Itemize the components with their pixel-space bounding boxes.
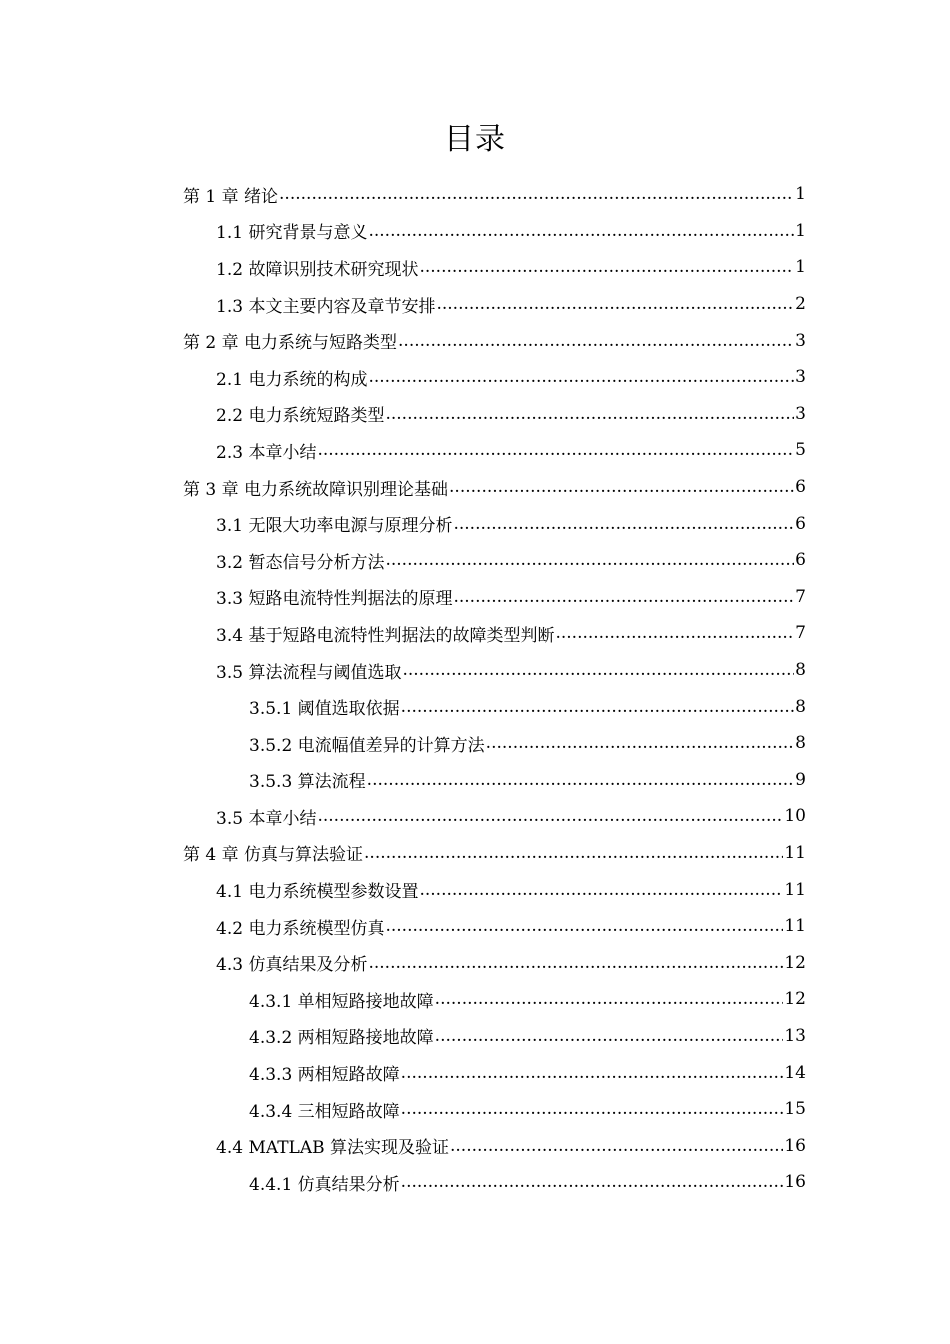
- table-of-contents: [0, 176, 950, 1201]
- toc-entry-title: 4.3.3 两相短路故障: [249, 1065, 400, 1086]
- toc-entry[interactable]: [0, 542, 950, 579]
- toc-dot-leader: [401, 1099, 784, 1119]
- toc-entry-title: 第 3 章 电力系统故障识别理论基础: [183, 479, 449, 500]
- toc-entry[interactable]: [0, 213, 950, 250]
- toc-page-number: 6: [795, 550, 806, 571]
- toc-dot-leader: [364, 843, 783, 863]
- toc-entry[interactable]: [0, 871, 950, 908]
- toc-dot-leader: [402, 660, 794, 680]
- toc-dot-leader: [385, 404, 794, 424]
- toc-entry[interactable]: [0, 249, 950, 286]
- toc-entry-title: 4.4.1 仿真结果分析: [249, 1174, 400, 1195]
- toc-page-number: 8: [795, 660, 806, 681]
- toc-entry[interactable]: [0, 396, 950, 433]
- toc-dot-leader: [279, 184, 794, 204]
- toc-page-number: 16: [784, 1172, 806, 1193]
- toc-entry[interactable]: [0, 688, 950, 725]
- toc-page-number: 15: [784, 1099, 806, 1120]
- toc-dot-leader: [435, 989, 784, 1009]
- toc-page-number: 3: [795, 403, 806, 424]
- toc-entry[interactable]: [0, 1054, 950, 1091]
- toc-page-number: 13: [784, 1025, 806, 1046]
- toc-entry[interactable]: [0, 798, 950, 835]
- toc-dot-leader: [419, 880, 783, 900]
- toc-entry-title: 1.1 研究背景与意义: [216, 223, 368, 244]
- toc-entry[interactable]: [0, 286, 950, 323]
- toc-page-number: 9: [795, 769, 806, 790]
- toc-entry-title: 3.5.3 算法流程: [249, 772, 366, 793]
- toc-entry-title: 第 1 章 绪论: [183, 186, 279, 207]
- toc-dot-leader: [401, 697, 795, 717]
- toc-entry[interactable]: [0, 1091, 950, 1128]
- toc-entry[interactable]: [0, 944, 950, 981]
- toc-dot-leader: [401, 1172, 784, 1192]
- toc-entry[interactable]: [0, 359, 950, 396]
- toc-page-number: 14: [784, 1062, 806, 1083]
- toc-dot-leader: [450, 1136, 783, 1156]
- toc-entry[interactable]: [0, 981, 950, 1018]
- toc-entry-title: 4.4 MATLAB 算法实现及验证: [216, 1138, 449, 1159]
- toc-page-number: 1: [795, 257, 806, 278]
- toc-entry[interactable]: [0, 615, 950, 652]
- toc-entry[interactable]: [0, 176, 950, 213]
- toc-dot-leader: [368, 221, 794, 241]
- toc-page-number: 8: [795, 733, 806, 754]
- toc-entry-title: 3.5 本章小结: [216, 808, 317, 829]
- toc-page-number: 11: [784, 842, 806, 863]
- toc-dot-leader: [401, 1063, 784, 1083]
- toc-title: 目录: [444, 122, 506, 157]
- toc-page-number: 10: [784, 806, 806, 827]
- toc-entry-title: 4.3 仿真结果及分析: [216, 955, 368, 976]
- toc-dot-leader: [398, 331, 794, 351]
- toc-entry-title: 3.5 算法流程与阈值选取: [216, 662, 402, 683]
- toc-dot-leader: [368, 953, 783, 973]
- toc-dot-leader: [453, 514, 794, 534]
- toc-page-number: 11: [784, 879, 806, 900]
- toc-dot-leader: [435, 1026, 784, 1046]
- toc-entry[interactable]: [0, 1127, 950, 1164]
- toc-entry-title: 4.3.4 三相短路故障: [249, 1101, 400, 1122]
- toc-dot-leader: [368, 367, 794, 387]
- toc-entry-title: 2.3 本章小结: [216, 442, 317, 463]
- toc-entry-title: 2.1 电力系统的构成: [216, 369, 368, 390]
- toc-page-number: 7: [795, 623, 806, 644]
- toc-entry-title: 4.3.1 单相短路接地故障: [249, 991, 434, 1012]
- toc-entry[interactable]: [0, 1018, 950, 1055]
- toc-dot-leader: [449, 477, 794, 497]
- toc-entry-title: 第 2 章 电力系统与短路类型: [183, 333, 398, 354]
- toc-page-number: 7: [795, 586, 806, 607]
- toc-entry-title: 4.2 电力系统模型仿真: [216, 918, 385, 939]
- toc-page-number: 5: [795, 440, 806, 461]
- toc-dot-leader: [486, 733, 795, 753]
- toc-page-number: 6: [795, 477, 806, 498]
- toc-dot-leader: [317, 806, 783, 826]
- toc-entry[interactable]: [0, 322, 950, 359]
- toc-entry[interactable]: [0, 432, 950, 469]
- toc-entry[interactable]: [0, 835, 950, 872]
- toc-entry-title: 3.4 基于短路电流特性判据法的故障类型判断: [216, 625, 555, 646]
- toc-dot-leader: [436, 294, 794, 314]
- toc-dot-leader: [385, 916, 783, 936]
- toc-entry-title: 2.2 电力系统短路类型: [216, 406, 385, 427]
- toc-page-number: 11: [784, 916, 806, 937]
- toc-entry-title: 第 4 章 仿真与算法验证: [183, 845, 364, 866]
- toc-page-number: 12: [784, 989, 806, 1010]
- toc-entry-title: 4.3.2 两相短路接地故障: [249, 1028, 434, 1049]
- toc-entry-title: 1.3 本文主要内容及章节安排: [216, 296, 436, 317]
- toc-entry-title: 4.1 电力系统模型参数设置: [216, 882, 419, 903]
- toc-dot-leader: [555, 623, 794, 643]
- toc-entry-title: 1.2 故障识别技术研究现状: [216, 259, 419, 280]
- toc-entry-title: 3.2 暂态信号分析方法: [216, 552, 385, 573]
- toc-dot-leader: [385, 550, 794, 570]
- toc-page-number: 6: [795, 513, 806, 534]
- toc-entry[interactable]: [0, 908, 950, 945]
- toc-entry[interactable]: [0, 469, 950, 506]
- toc-page-number: 16: [784, 1135, 806, 1156]
- toc-entry[interactable]: [0, 505, 950, 542]
- toc-page-number: 2: [795, 294, 806, 315]
- toc-dot-leader: [453, 587, 794, 607]
- toc-dot-leader: [419, 257, 794, 277]
- toc-page-number: 1: [795, 220, 806, 241]
- toc-dot-leader: [317, 440, 794, 460]
- toc-entry-title: 3.5.2 电流幅值差异的计算方法: [249, 735, 485, 756]
- toc-page-number: 3: [795, 367, 806, 388]
- toc-entry[interactable]: [0, 579, 950, 616]
- toc-page-number: 8: [795, 696, 806, 717]
- toc-entry-title: 3.5.1 阈值选取依据: [249, 699, 400, 720]
- toc-entry[interactable]: [0, 762, 950, 799]
- toc-page-number: 12: [784, 952, 806, 973]
- toc-entry[interactable]: [0, 1164, 950, 1201]
- toc-entry[interactable]: [0, 652, 950, 689]
- toc-entry[interactable]: [0, 725, 950, 762]
- toc-entry-title: 3.3 短路电流特性判据法的原理: [216, 589, 453, 610]
- toc-page-number: 3: [795, 330, 806, 351]
- toc-entry-title: 3.1 无限大功率电源与原理分析: [216, 516, 453, 537]
- toc-dot-leader: [367, 770, 795, 790]
- toc-page-number: 1: [795, 184, 806, 205]
